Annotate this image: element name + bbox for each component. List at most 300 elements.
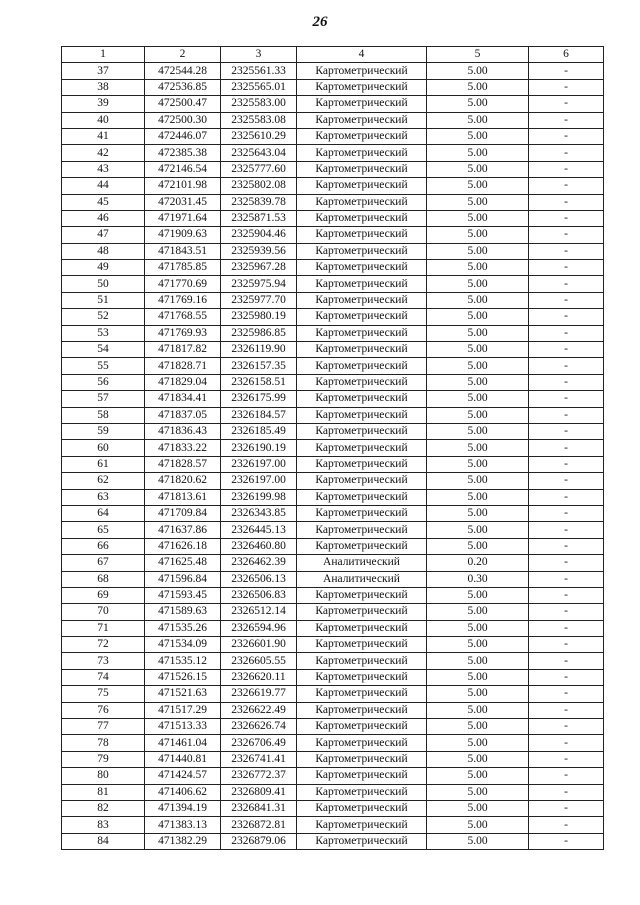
point-number-cell: 67 bbox=[62, 555, 145, 571]
note-cell: - bbox=[529, 555, 604, 571]
y-coordinate-cell: 2326119.90 bbox=[221, 342, 297, 358]
note-cell: - bbox=[529, 489, 604, 505]
method-cell: Картометрический bbox=[297, 653, 427, 669]
accuracy-cell: 5.00 bbox=[427, 587, 529, 603]
accuracy-cell: 5.00 bbox=[427, 96, 529, 112]
method-cell: Картометрический bbox=[297, 505, 427, 521]
accuracy-cell: 0.30 bbox=[427, 571, 529, 587]
note-cell: - bbox=[529, 587, 604, 603]
accuracy-cell: 5.00 bbox=[427, 686, 529, 702]
method-cell: Картометрический bbox=[297, 374, 427, 390]
table-row bbox=[62, 768, 604, 784]
accuracy-cell: 5.00 bbox=[427, 456, 529, 472]
point-number-cell: 49 bbox=[62, 260, 145, 276]
table-header-row bbox=[62, 47, 604, 63]
method-cell: Картометрический bbox=[297, 210, 427, 226]
accuracy-cell: 5.00 bbox=[427, 145, 529, 161]
accuracy-cell: 5.00 bbox=[427, 276, 529, 292]
point-number-cell: 63 bbox=[62, 489, 145, 505]
y-coordinate-cell: 2325986.85 bbox=[221, 325, 297, 341]
accuracy-cell: 5.00 bbox=[427, 128, 529, 144]
accuracy-cell: 5.00 bbox=[427, 325, 529, 341]
point-number-cell: 73 bbox=[62, 653, 145, 669]
note-cell: - bbox=[529, 292, 604, 308]
table-row bbox=[62, 374, 604, 390]
point-number-cell: 76 bbox=[62, 702, 145, 718]
table-row bbox=[62, 407, 604, 423]
accuracy-cell: 5.00 bbox=[427, 768, 529, 784]
y-coordinate-cell: 2326185.49 bbox=[221, 423, 297, 439]
accuracy-cell: 5.00 bbox=[427, 260, 529, 276]
method-cell: Картометрический bbox=[297, 112, 427, 128]
x-coordinate-cell: 471817.82 bbox=[145, 342, 221, 358]
table-row bbox=[62, 178, 604, 194]
y-coordinate-cell: 2326741.41 bbox=[221, 751, 297, 767]
accuracy-cell: 5.00 bbox=[427, 374, 529, 390]
table-row bbox=[62, 342, 604, 358]
x-coordinate-cell: 472385.38 bbox=[145, 145, 221, 161]
point-number-cell: 58 bbox=[62, 407, 145, 423]
method-cell: Картометрический bbox=[297, 325, 427, 341]
accuracy-cell: 5.00 bbox=[427, 161, 529, 177]
point-number-cell: 74 bbox=[62, 669, 145, 685]
point-number-cell: 44 bbox=[62, 178, 145, 194]
y-coordinate-cell: 2325561.33 bbox=[221, 63, 297, 79]
note-cell: - bbox=[529, 833, 604, 849]
method-cell: Картометрический bbox=[297, 620, 427, 636]
x-coordinate-cell: 471770.69 bbox=[145, 276, 221, 292]
point-number-cell: 53 bbox=[62, 325, 145, 341]
x-coordinate-cell: 471382.29 bbox=[145, 833, 221, 849]
point-number-cell: 51 bbox=[62, 292, 145, 308]
note-cell: - bbox=[529, 423, 604, 439]
table-row bbox=[62, 522, 604, 538]
method-cell: Картометрический bbox=[297, 833, 427, 849]
x-coordinate-cell: 471637.86 bbox=[145, 522, 221, 538]
note-cell: - bbox=[529, 325, 604, 341]
accuracy-cell: 5.00 bbox=[427, 620, 529, 636]
method-cell: Картометрический bbox=[297, 96, 427, 112]
point-number-cell: 52 bbox=[62, 309, 145, 325]
accuracy-cell: 5.00 bbox=[427, 407, 529, 423]
note-cell: - bbox=[529, 571, 604, 587]
y-coordinate-cell: 2326772.37 bbox=[221, 768, 297, 784]
coordinates-table bbox=[61, 46, 604, 850]
x-coordinate-cell: 471513.33 bbox=[145, 719, 221, 735]
method-cell: Картометрический bbox=[297, 128, 427, 144]
accuracy-cell: 5.00 bbox=[427, 391, 529, 407]
accuracy-cell: 5.00 bbox=[427, 833, 529, 849]
note-cell: - bbox=[529, 96, 604, 112]
table-row bbox=[62, 358, 604, 374]
note-cell: - bbox=[529, 768, 604, 784]
note-cell: - bbox=[529, 653, 604, 669]
point-number-cell: 82 bbox=[62, 800, 145, 816]
note-cell: - bbox=[529, 817, 604, 833]
table-row bbox=[62, 440, 604, 456]
note-cell: - bbox=[529, 505, 604, 521]
table-row bbox=[62, 309, 604, 325]
method-cell: Картометрический bbox=[297, 79, 427, 95]
x-coordinate-cell: 471843.51 bbox=[145, 243, 221, 259]
accuracy-cell: 5.00 bbox=[427, 473, 529, 489]
table-row bbox=[62, 423, 604, 439]
x-coordinate-cell: 471829.04 bbox=[145, 374, 221, 390]
note-cell: - bbox=[529, 669, 604, 685]
point-number-cell: 80 bbox=[62, 768, 145, 784]
table-row bbox=[62, 276, 604, 292]
accuracy-cell: 5.00 bbox=[427, 800, 529, 816]
table-row bbox=[62, 800, 604, 816]
point-number-cell: 43 bbox=[62, 161, 145, 177]
note-cell: - bbox=[529, 276, 604, 292]
method-cell: Картометрический bbox=[297, 800, 427, 816]
method-cell: Картометрический bbox=[297, 702, 427, 718]
table-row bbox=[62, 719, 604, 735]
point-number-cell: 37 bbox=[62, 63, 145, 79]
note-cell: - bbox=[529, 210, 604, 226]
note-cell: - bbox=[529, 112, 604, 128]
note-cell: - bbox=[529, 473, 604, 489]
method-cell: Картометрический bbox=[297, 161, 427, 177]
x-coordinate-cell: 471625.48 bbox=[145, 555, 221, 571]
x-coordinate-cell: 471424.57 bbox=[145, 768, 221, 784]
point-number-cell: 38 bbox=[62, 79, 145, 95]
note-cell: - bbox=[529, 800, 604, 816]
accuracy-cell: 5.00 bbox=[427, 309, 529, 325]
method-cell: Картометрический bbox=[297, 587, 427, 603]
note-cell: - bbox=[529, 79, 604, 95]
x-coordinate-cell: 472536.85 bbox=[145, 79, 221, 95]
x-coordinate-cell: 472446.07 bbox=[145, 128, 221, 144]
accuracy-cell: 5.00 bbox=[427, 751, 529, 767]
x-coordinate-cell: 471440.81 bbox=[145, 751, 221, 767]
method-cell: Картометрический bbox=[297, 456, 427, 472]
y-coordinate-cell: 2325583.08 bbox=[221, 112, 297, 128]
table-row bbox=[62, 637, 604, 653]
point-number-cell: 48 bbox=[62, 243, 145, 259]
x-coordinate-cell: 471709.84 bbox=[145, 505, 221, 521]
point-number-cell: 65 bbox=[62, 522, 145, 538]
method-cell: Картометрический bbox=[297, 604, 427, 620]
method-cell: Картометрический bbox=[297, 538, 427, 554]
y-coordinate-cell: 2326619.77 bbox=[221, 686, 297, 702]
y-coordinate-cell: 2326462.39 bbox=[221, 555, 297, 571]
point-number-cell: 56 bbox=[62, 374, 145, 390]
y-coordinate-cell: 2325967.28 bbox=[221, 260, 297, 276]
x-coordinate-cell: 471834.41 bbox=[145, 391, 221, 407]
table-row bbox=[62, 63, 604, 79]
method-cell: Картометрический bbox=[297, 817, 427, 833]
method-cell: Картометрический bbox=[297, 292, 427, 308]
x-coordinate-cell: 471813.61 bbox=[145, 489, 221, 505]
method-cell: Аналитический bbox=[297, 571, 427, 587]
x-coordinate-cell: 472101.98 bbox=[145, 178, 221, 194]
table-row bbox=[62, 473, 604, 489]
note-cell: - bbox=[529, 702, 604, 718]
method-cell: Картометрический bbox=[297, 768, 427, 784]
method-cell: Картометрический bbox=[297, 358, 427, 374]
point-number-cell: 70 bbox=[62, 604, 145, 620]
y-coordinate-cell: 2325565.01 bbox=[221, 79, 297, 95]
method-cell: Картометрический bbox=[297, 407, 427, 423]
note-cell: - bbox=[529, 719, 604, 735]
y-coordinate-cell: 2325610.29 bbox=[221, 128, 297, 144]
table-row bbox=[62, 112, 604, 128]
y-coordinate-cell: 2326706.49 bbox=[221, 735, 297, 751]
table-row bbox=[62, 587, 604, 603]
accuracy-cell: 5.00 bbox=[427, 669, 529, 685]
method-cell: Картометрический bbox=[297, 276, 427, 292]
table-row bbox=[62, 735, 604, 751]
method-cell: Картометрический bbox=[297, 227, 427, 243]
method-cell: Картометрический bbox=[297, 719, 427, 735]
method-cell: Картометрический bbox=[297, 784, 427, 800]
y-coordinate-cell: 2325975.94 bbox=[221, 276, 297, 292]
x-coordinate-cell: 471828.57 bbox=[145, 456, 221, 472]
point-number-cell: 54 bbox=[62, 342, 145, 358]
accuracy-cell: 5.00 bbox=[427, 292, 529, 308]
method-cell: Картометрический bbox=[297, 243, 427, 259]
note-cell: - bbox=[529, 686, 604, 702]
x-coordinate-cell: 472031.45 bbox=[145, 194, 221, 210]
point-number-cell: 64 bbox=[62, 505, 145, 521]
accuracy-cell: 5.00 bbox=[427, 719, 529, 735]
note-cell: - bbox=[529, 440, 604, 456]
note-cell: - bbox=[529, 407, 604, 423]
method-cell: Картометрический bbox=[297, 751, 427, 767]
y-coordinate-cell: 2326460.80 bbox=[221, 538, 297, 554]
point-number-cell: 83 bbox=[62, 817, 145, 833]
y-coordinate-cell: 2326175.99 bbox=[221, 391, 297, 407]
point-number-cell: 71 bbox=[62, 620, 145, 636]
method-cell: Картометрический bbox=[297, 686, 427, 702]
x-coordinate-cell: 471909.63 bbox=[145, 227, 221, 243]
method-cell: Картометрический bbox=[297, 440, 427, 456]
page-number: 26 bbox=[312, 14, 328, 30]
x-coordinate-cell: 471517.29 bbox=[145, 702, 221, 718]
y-coordinate-cell: 2325643.04 bbox=[221, 145, 297, 161]
y-coordinate-cell: 2326601.90 bbox=[221, 637, 297, 653]
x-coordinate-cell: 471535.12 bbox=[145, 653, 221, 669]
table-row bbox=[62, 243, 604, 259]
x-coordinate-cell: 471837.05 bbox=[145, 407, 221, 423]
table-row bbox=[62, 702, 604, 718]
column-header-2: 2 bbox=[145, 47, 221, 63]
table-body bbox=[62, 63, 604, 850]
accuracy-cell: 5.00 bbox=[427, 243, 529, 259]
note-cell: - bbox=[529, 243, 604, 259]
accuracy-cell: 5.00 bbox=[427, 653, 529, 669]
method-cell: Картометрический bbox=[297, 194, 427, 210]
y-coordinate-cell: 2325977.70 bbox=[221, 292, 297, 308]
point-number-cell: 61 bbox=[62, 456, 145, 472]
y-coordinate-cell: 2326343.85 bbox=[221, 505, 297, 521]
y-coordinate-cell: 2326879.06 bbox=[221, 833, 297, 849]
y-coordinate-cell: 2326872.81 bbox=[221, 817, 297, 833]
point-number-cell: 41 bbox=[62, 128, 145, 144]
table-row bbox=[62, 96, 604, 112]
column-header-6: 6 bbox=[529, 47, 604, 63]
point-number-cell: 45 bbox=[62, 194, 145, 210]
accuracy-cell: 5.00 bbox=[427, 637, 529, 653]
y-coordinate-cell: 2326157.35 bbox=[221, 358, 297, 374]
accuracy-cell: 5.00 bbox=[427, 342, 529, 358]
column-header-4: 4 bbox=[297, 47, 427, 63]
note-cell: - bbox=[529, 128, 604, 144]
point-number-cell: 69 bbox=[62, 587, 145, 603]
table-row bbox=[62, 571, 604, 587]
y-coordinate-cell: 2325802.08 bbox=[221, 178, 297, 194]
accuracy-cell: 5.00 bbox=[427, 440, 529, 456]
point-number-cell: 46 bbox=[62, 210, 145, 226]
note-cell: - bbox=[529, 161, 604, 177]
table-row bbox=[62, 669, 604, 685]
accuracy-cell: 5.00 bbox=[427, 735, 529, 751]
note-cell: - bbox=[529, 358, 604, 374]
y-coordinate-cell: 2326841.31 bbox=[221, 800, 297, 816]
method-cell: Картометрический bbox=[297, 63, 427, 79]
note-cell: - bbox=[529, 342, 604, 358]
column-header-1: 1 bbox=[62, 47, 145, 63]
accuracy-cell: 5.00 bbox=[427, 505, 529, 521]
accuracy-cell: 0.20 bbox=[427, 555, 529, 571]
y-coordinate-cell: 2326190.19 bbox=[221, 440, 297, 456]
method-cell: Картометрический bbox=[297, 735, 427, 751]
note-cell: - bbox=[529, 63, 604, 79]
table-row bbox=[62, 79, 604, 95]
table-row bbox=[62, 784, 604, 800]
x-coordinate-cell: 471406.62 bbox=[145, 784, 221, 800]
table-row bbox=[62, 227, 604, 243]
x-coordinate-cell: 471593.45 bbox=[145, 587, 221, 603]
point-number-cell: 39 bbox=[62, 96, 145, 112]
table-row bbox=[62, 292, 604, 308]
y-coordinate-cell: 2326605.55 bbox=[221, 653, 297, 669]
note-cell: - bbox=[529, 735, 604, 751]
method-cell: Картометрический bbox=[297, 342, 427, 358]
x-coordinate-cell: 471521.63 bbox=[145, 686, 221, 702]
y-coordinate-cell: 2326620.11 bbox=[221, 669, 297, 685]
x-coordinate-cell: 471785.85 bbox=[145, 260, 221, 276]
note-cell: - bbox=[529, 784, 604, 800]
x-coordinate-cell: 471836.43 bbox=[145, 423, 221, 439]
method-cell: Картометрический bbox=[297, 489, 427, 505]
x-coordinate-cell: 472146.54 bbox=[145, 161, 221, 177]
point-number-cell: 40 bbox=[62, 112, 145, 128]
y-coordinate-cell: 2326809.41 bbox=[221, 784, 297, 800]
method-cell: Картометрический bbox=[297, 669, 427, 685]
note-cell: - bbox=[529, 260, 604, 276]
point-number-cell: 77 bbox=[62, 719, 145, 735]
x-coordinate-cell: 471461.04 bbox=[145, 735, 221, 751]
point-number-cell: 72 bbox=[62, 637, 145, 653]
y-coordinate-cell: 2325583.00 bbox=[221, 96, 297, 112]
note-cell: - bbox=[529, 604, 604, 620]
note-cell: - bbox=[529, 751, 604, 767]
y-coordinate-cell: 2325839.78 bbox=[221, 194, 297, 210]
table-row bbox=[62, 538, 604, 554]
y-coordinate-cell: 2326506.13 bbox=[221, 571, 297, 587]
point-number-cell: 59 bbox=[62, 423, 145, 439]
table-row bbox=[62, 391, 604, 407]
accuracy-cell: 5.00 bbox=[427, 63, 529, 79]
table-row bbox=[62, 653, 604, 669]
accuracy-cell: 5.00 bbox=[427, 522, 529, 538]
table-row bbox=[62, 751, 604, 767]
point-number-cell: 55 bbox=[62, 358, 145, 374]
x-coordinate-cell: 471769.16 bbox=[145, 292, 221, 308]
x-coordinate-cell: 472500.47 bbox=[145, 96, 221, 112]
x-coordinate-cell: 471626.18 bbox=[145, 538, 221, 554]
y-coordinate-cell: 2326506.83 bbox=[221, 587, 297, 603]
table-row bbox=[62, 194, 604, 210]
method-cell: Картометрический bbox=[297, 309, 427, 325]
method-cell: Картометрический bbox=[297, 637, 427, 653]
x-coordinate-cell: 472500.30 bbox=[145, 112, 221, 128]
y-coordinate-cell: 2326445.13 bbox=[221, 522, 297, 538]
y-coordinate-cell: 2325904.46 bbox=[221, 227, 297, 243]
y-coordinate-cell: 2326626.74 bbox=[221, 719, 297, 735]
y-coordinate-cell: 2326184.57 bbox=[221, 407, 297, 423]
note-cell: - bbox=[529, 391, 604, 407]
x-coordinate-cell: 471828.71 bbox=[145, 358, 221, 374]
note-cell: - bbox=[529, 227, 604, 243]
x-coordinate-cell: 471596.84 bbox=[145, 571, 221, 587]
accuracy-cell: 5.00 bbox=[427, 489, 529, 505]
point-number-cell: 50 bbox=[62, 276, 145, 292]
table-row bbox=[62, 489, 604, 505]
accuracy-cell: 5.00 bbox=[427, 227, 529, 243]
table-row bbox=[62, 505, 604, 521]
x-coordinate-cell: 471535.26 bbox=[145, 620, 221, 636]
method-cell: Аналитический bbox=[297, 555, 427, 571]
table-row bbox=[62, 210, 604, 226]
y-coordinate-cell: 2326197.00 bbox=[221, 456, 297, 472]
y-coordinate-cell: 2326199.98 bbox=[221, 489, 297, 505]
table-row bbox=[62, 260, 604, 276]
y-coordinate-cell: 2326594.96 bbox=[221, 620, 297, 636]
accuracy-cell: 5.00 bbox=[427, 112, 529, 128]
y-coordinate-cell: 2325980.19 bbox=[221, 309, 297, 325]
column-header-3: 3 bbox=[221, 47, 297, 63]
table-row bbox=[62, 686, 604, 702]
table-row bbox=[62, 145, 604, 161]
note-cell: - bbox=[529, 145, 604, 161]
point-number-cell: 62 bbox=[62, 473, 145, 489]
note-cell: - bbox=[529, 374, 604, 390]
x-coordinate-cell: 471534.09 bbox=[145, 637, 221, 653]
table-row bbox=[62, 604, 604, 620]
table-row bbox=[62, 325, 604, 341]
method-cell: Картометрический bbox=[297, 260, 427, 276]
accuracy-cell: 5.00 bbox=[427, 79, 529, 95]
note-cell: - bbox=[529, 456, 604, 472]
y-coordinate-cell: 2325871.53 bbox=[221, 210, 297, 226]
accuracy-cell: 5.00 bbox=[427, 423, 529, 439]
point-number-cell: 79 bbox=[62, 751, 145, 767]
x-coordinate-cell: 471589.63 bbox=[145, 604, 221, 620]
table-row bbox=[62, 833, 604, 849]
point-number-cell: 75 bbox=[62, 686, 145, 702]
x-coordinate-cell: 471820.62 bbox=[145, 473, 221, 489]
point-number-cell: 57 bbox=[62, 391, 145, 407]
method-cell: Картометрический bbox=[297, 423, 427, 439]
note-cell: - bbox=[529, 538, 604, 554]
accuracy-cell: 5.00 bbox=[427, 702, 529, 718]
accuracy-cell: 5.00 bbox=[427, 358, 529, 374]
point-number-cell: 81 bbox=[62, 784, 145, 800]
